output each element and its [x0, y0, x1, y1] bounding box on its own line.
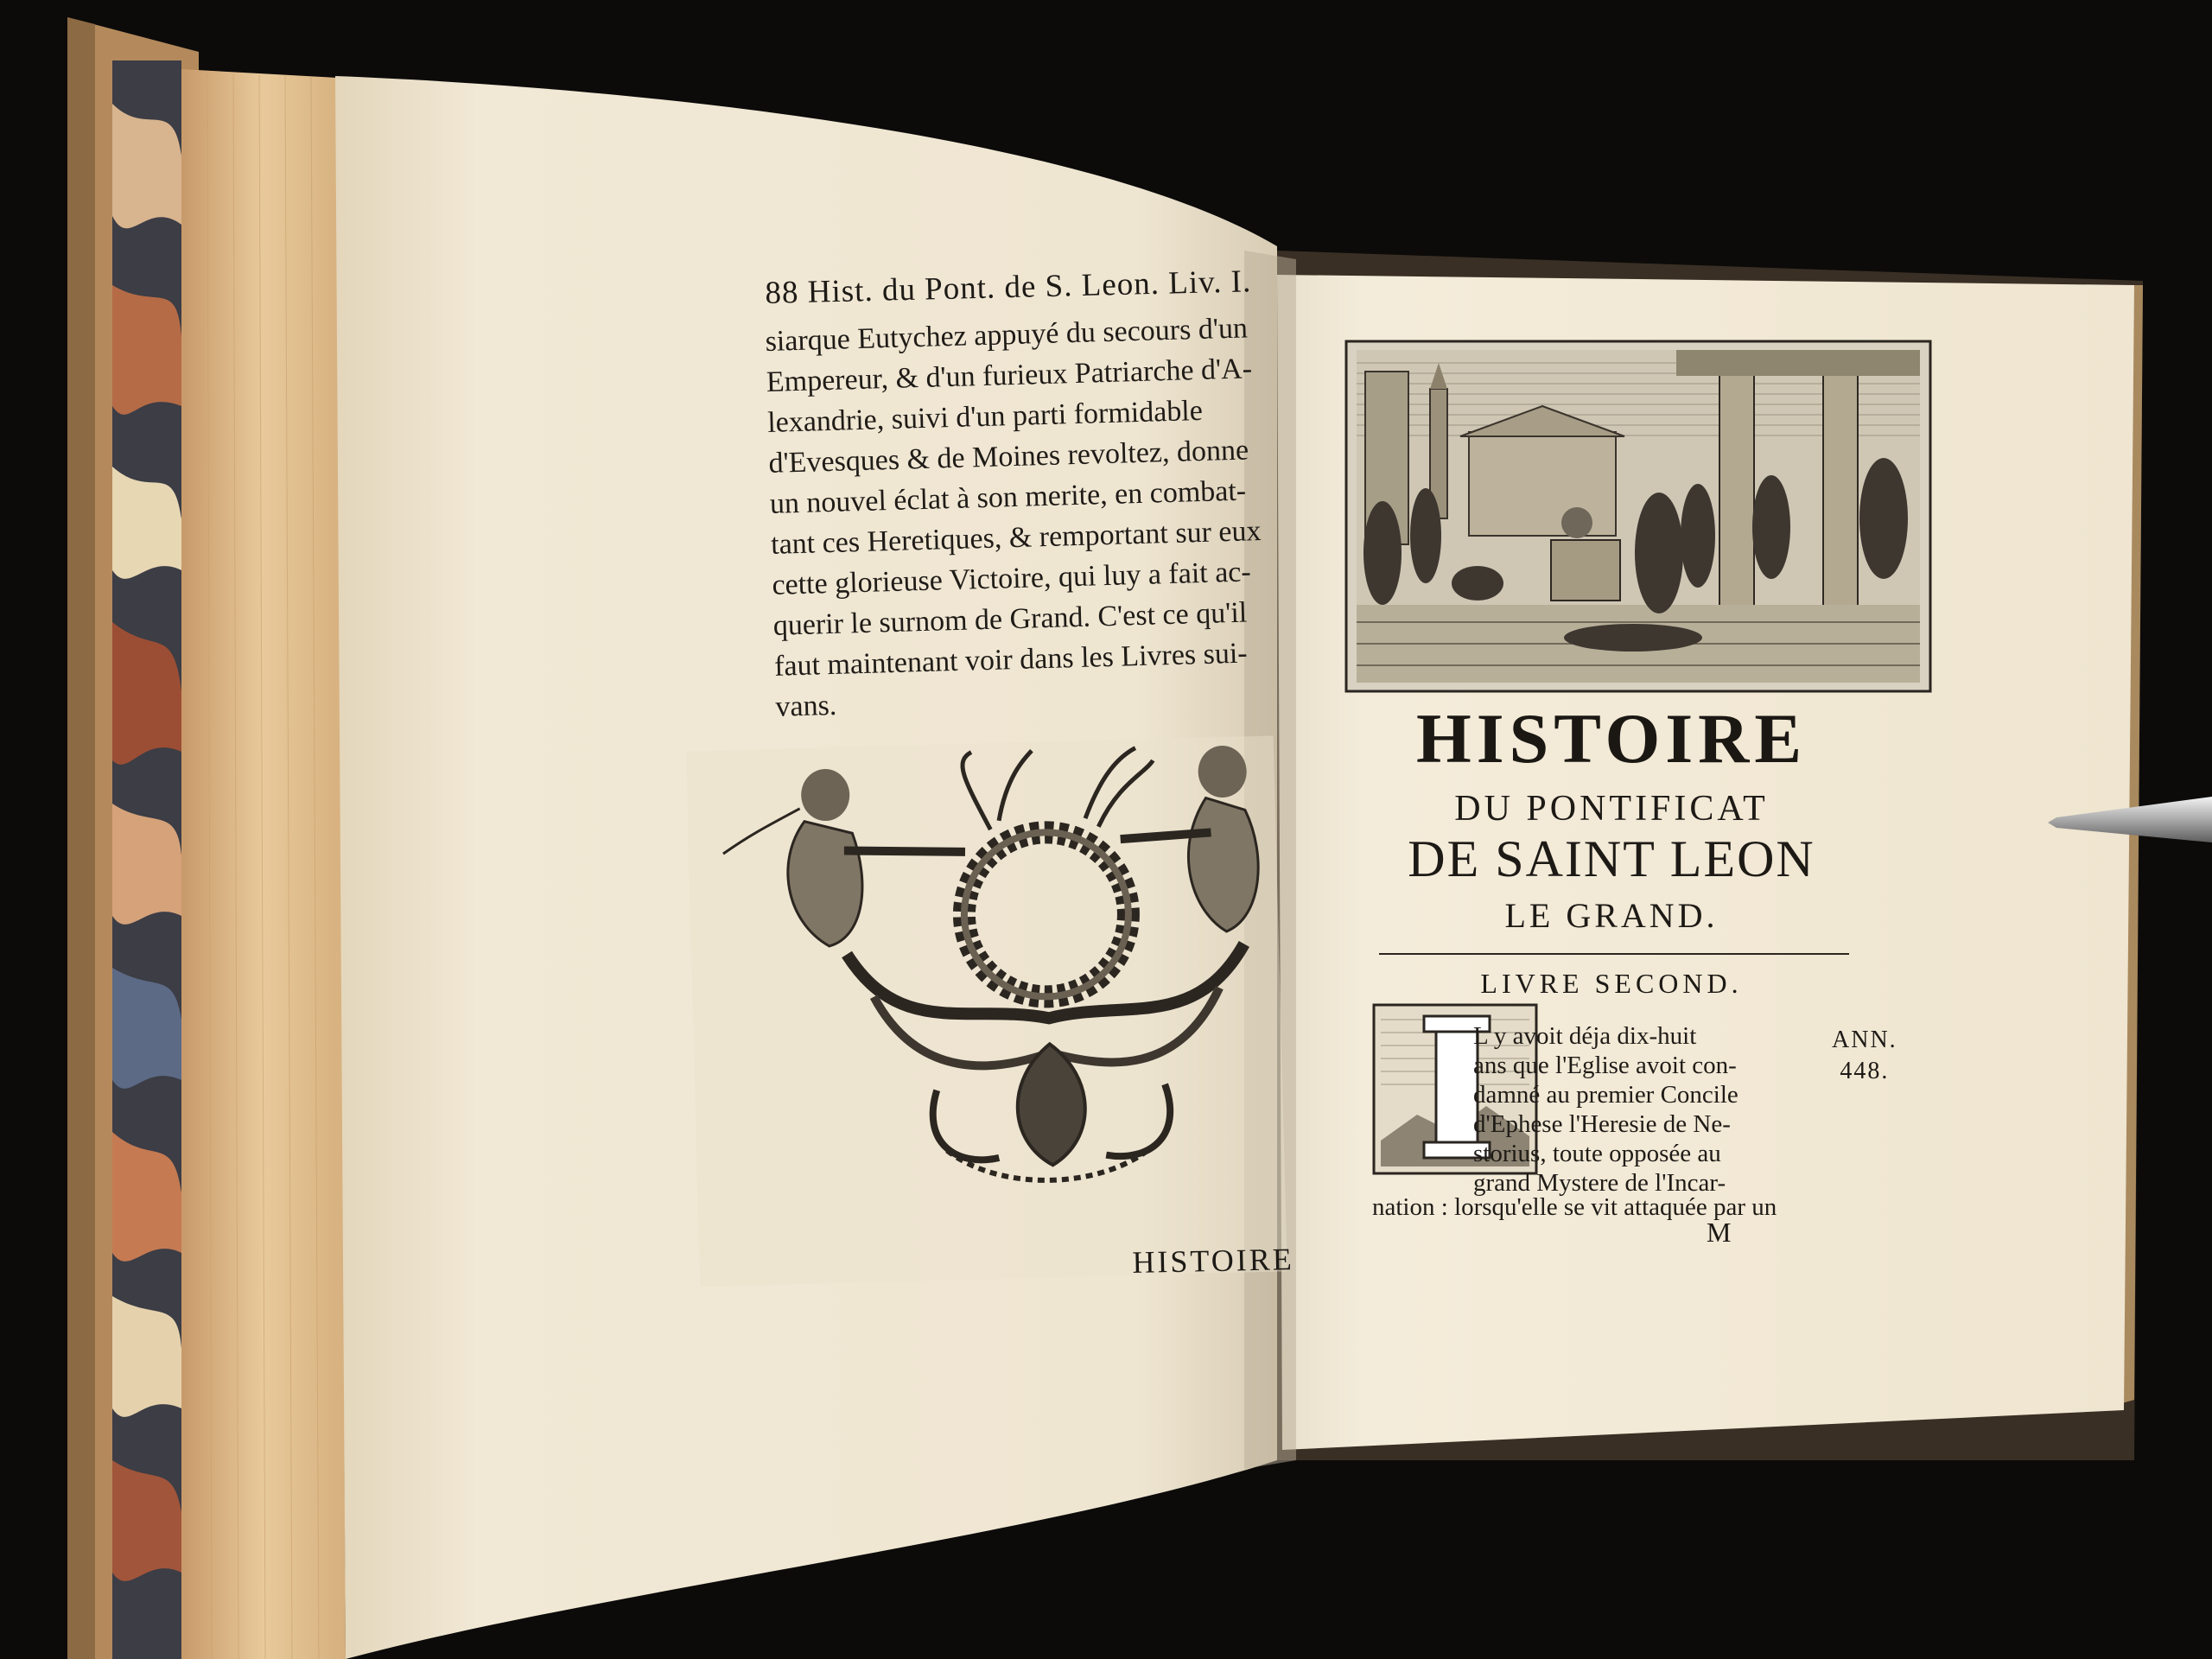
- body-line: lexandrie, suivi d'un parti formidable: [766, 394, 1204, 439]
- margin-note-line: 448.: [1840, 1058, 1890, 1084]
- body-line: tant ces Heretiques, & remportant sur eux: [770, 515, 1262, 561]
- body-line: damné au premier Concile: [1473, 1081, 1738, 1109]
- engraved-headpiece: [1346, 341, 1930, 691]
- body-line: Empereur, & d'un furieux Patriarche d'A-: [766, 353, 1253, 398]
- body-line: d'Evesques & de Moines revoltez, donne: [768, 434, 1249, 480]
- body-line: cette glorieuse Victoire, qui luy a fait ac-: [772, 556, 1252, 601]
- body-line: faut maintenant voir dans les Livres sui-: [773, 637, 1249, 683]
- running-head: 88 Hist. du Pont. de S. Leon. Liv. I.: [765, 264, 1252, 311]
- margin-note-line: ANN.: [1832, 1027, 1897, 1053]
- body-line: grand Mystere de l'Incar-: [1473, 1169, 1726, 1197]
- body-line: storius, toute opposée au: [1473, 1140, 1721, 1167]
- wreath-cherubs-vignette: [686, 735, 1287, 1287]
- body-line: un nouvel éclat à son merite, en combat-: [769, 474, 1247, 520]
- left-page-edges: [181, 69, 346, 1659]
- body-line: L y avoit déja dix-huit: [1473, 1022, 1697, 1050]
- right-page-body: [1473, 1021, 1738, 1198]
- body-line: ans que l'Eglise avoit con-: [1473, 1052, 1737, 1079]
- body-line: d'Ephese l'Heresie de Ne-: [1473, 1110, 1731, 1138]
- title-line-3: LE GRAND.: [1504, 896, 1719, 935]
- body-line: nation : lorsqu'elle se vit attaquée par un: [1372, 1193, 1777, 1221]
- book-heading: LIVRE SECOND.: [1480, 968, 1743, 999]
- body-line: querir le surnom de Grand. C'est ce qu'il: [772, 596, 1248, 642]
- title-line-2: DE SAINT LEON: [1408, 830, 1815, 887]
- body-line: vans.: [774, 689, 837, 723]
- margin-note: [1832, 1025, 1897, 1087]
- title-line-1: DU PONTIFICAT: [1454, 789, 1769, 829]
- signature-mark: M: [1707, 1217, 1732, 1248]
- left-page-body: [765, 308, 1266, 728]
- marbled-endpaper: [112, 60, 181, 1659]
- body-line: siarque Eutychez appuyé du secours d'un: [765, 312, 1249, 358]
- page-title: HISTOIRE: [1415, 699, 1808, 778]
- cover-edge: [67, 17, 95, 1659]
- catchword: HISTOIRE: [1132, 1242, 1295, 1280]
